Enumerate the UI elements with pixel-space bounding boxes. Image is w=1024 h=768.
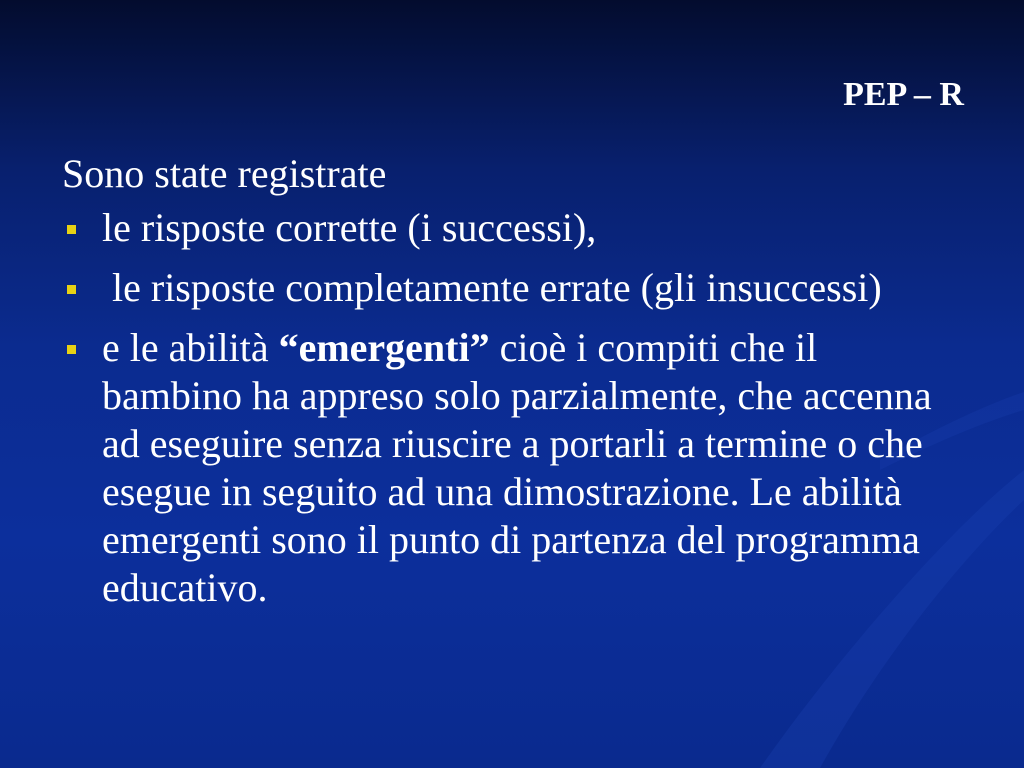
bullet-item	[62, 324, 962, 612]
bullet-text: le risposte completamente errate (gli insuccessi)	[102, 265, 882, 310]
intro-text: Sono state registrate	[62, 151, 387, 196]
slide-content	[62, 150, 962, 624]
bullet-text-before: e le abilità	[102, 325, 279, 370]
bullet-text: le risposte corrette (i successi),	[102, 205, 597, 250]
bullet-text-emphasis: “emergenti”	[278, 325, 490, 370]
bullet-text-after: cioè i compiti che il bambino ha appreso solo parzialmente, che accenna ad eseguire senza riuscire a portarli a termine o che esegue in seguito ad una dimostrazione. Le abilità emergenti sono il punto di partenza del programma educativo.	[102, 325, 942, 610]
square-bullet-icon	[67, 285, 76, 294]
bullet-list	[62, 204, 962, 612]
bullet-item	[62, 264, 962, 312]
square-bullet-icon	[67, 345, 76, 354]
bullet-item	[62, 204, 962, 252]
square-bullet-icon	[67, 225, 76, 234]
slide-title: PEP – R	[843, 76, 964, 113]
